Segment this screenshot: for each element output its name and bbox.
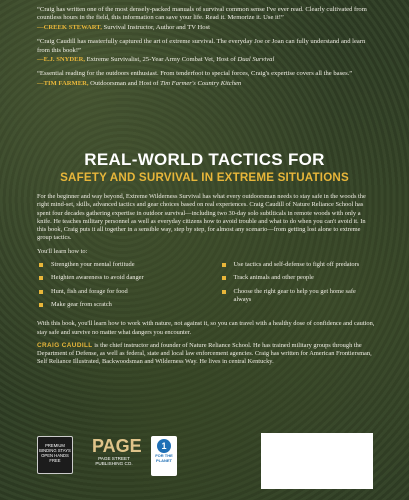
list-item: Heighten awareness to avoid danger: [37, 274, 192, 282]
quote-author-role: Extreme Survivalist, 25-Year Army Combat Vet, Host of: [85, 56, 238, 64]
author-bio-text: is the chief instructor and founder of Nature Reliance School. He has trained military groups through the Department of Defense, as well as federal, state and local law enforcement agencies. Craig has written for American Frontiersman, Self Reliance Illustrated, Backwoodsman and Wilderness Way. He lives in central Kentucky.: [37, 341, 372, 366]
quote-author: —TIM FARMER,: [37, 79, 89, 87]
closing-paragraph: With this book, you'll learn how to work with nature, not against it, so you can travel with a healthy dose of confidence and caution, stay safe and survive no matter what dangers you encounter.: [37, 320, 375, 336]
learn-lists: [37, 261, 375, 314]
quote-3: [37, 70, 372, 88]
author-name: CRAIG CAUDILL: [37, 341, 93, 349]
list-item: Hunt, fish and forage for food: [37, 288, 192, 296]
list-item: Use tactics and self-defense to fight off predators: [220, 261, 375, 269]
list-item: Track animals and other people: [220, 274, 375, 282]
quote-show-title: Tim Farmer's Country Kitchen: [160, 79, 242, 87]
headline-primary: REAL-WORLD TACTICS FOR: [84, 150, 325, 169]
quote-author-role: Outdoorsman and Host of: [88, 79, 161, 87]
headline-secondary: SAFETY AND SURVIVAL IN EXTREME SITUATIONS: [60, 171, 349, 184]
learn-list-left: [37, 261, 192, 314]
barcode-area: [261, 433, 373, 489]
quote-attribution: [37, 80, 372, 88]
quotes-section: [37, 6, 372, 94]
quote-2: [37, 38, 372, 64]
quote-attribution: [37, 56, 372, 64]
quote-text: “Essential reading for the outdoors enthusiast. From tenderfoot to special forces, Craig's expertise covers all the bases.”: [37, 70, 353, 78]
quote-1: [37, 6, 372, 32]
planet-text: FOR THE PLANET: [155, 453, 173, 463]
quote-attribution: [37, 24, 372, 32]
quote-author: —CREEK STEWART,: [37, 23, 102, 31]
publisher-logo: [92, 436, 142, 476]
list-item: Choose the right gear to help you get home safe always: [220, 288, 375, 305]
quote-show-title: Dual Survival: [237, 56, 275, 64]
learn-heading: You'll learn how to:: [37, 247, 88, 255]
quote-text: “Craig Caudill has masterfully captured the art of extreme survival. The everyday Joe or Joan can fully understand and learn from this book!”: [37, 38, 366, 54]
publisher-logo-icon: PAGE: [92, 436, 142, 456]
list-item: Make gear from scratch: [37, 301, 192, 309]
for-the-planet-badge: [151, 436, 177, 476]
quote-author-role: Survival Instructor, Author and TV Host: [101, 23, 210, 31]
premium-binding-badge: PREMIUM BINDING STAYS OPEN HANDS FREE: [37, 436, 73, 474]
quote-author: —E.J. SNYDER,: [37, 56, 85, 64]
author-bio: [37, 342, 375, 367]
list-item: Strengthen your mental fortitude: [37, 261, 192, 269]
description-body: [37, 193, 375, 372]
publisher-name: PAGE STREET PUBLISHING CO.: [95, 456, 133, 466]
learn-list-right: [220, 261, 375, 314]
quote-text: “Craig has written one of the most densely-packed manuals of survival common sense I've ever read. Clearly cultivated from countless hours in the field, this information can save your life. Read it. Memorize it. Use it!”: [37, 6, 367, 22]
planet-icon: 1: [157, 439, 171, 453]
intro-paragraph: For the beginner and way beyond, Extreme Wilderness Survival has what every outdoorsman needs to stay safe in the woods the right mind-set, skills, advanced tactics and gear choices based on real experiences. Craig Caudill of Nature Reliance School has spent four decades gathering expertise in outdoor survival—including two 30-day solo subtlticals in remote woods with only a knife. He teaches military personnel as well as everyday citizens how to avoid trouble and what to do when you can't avoid it. In this book, Craig puts it all together in a sensible way, step by step, for almost any scenario—from getting lost alone to extreme group tactics.: [37, 193, 366, 242]
